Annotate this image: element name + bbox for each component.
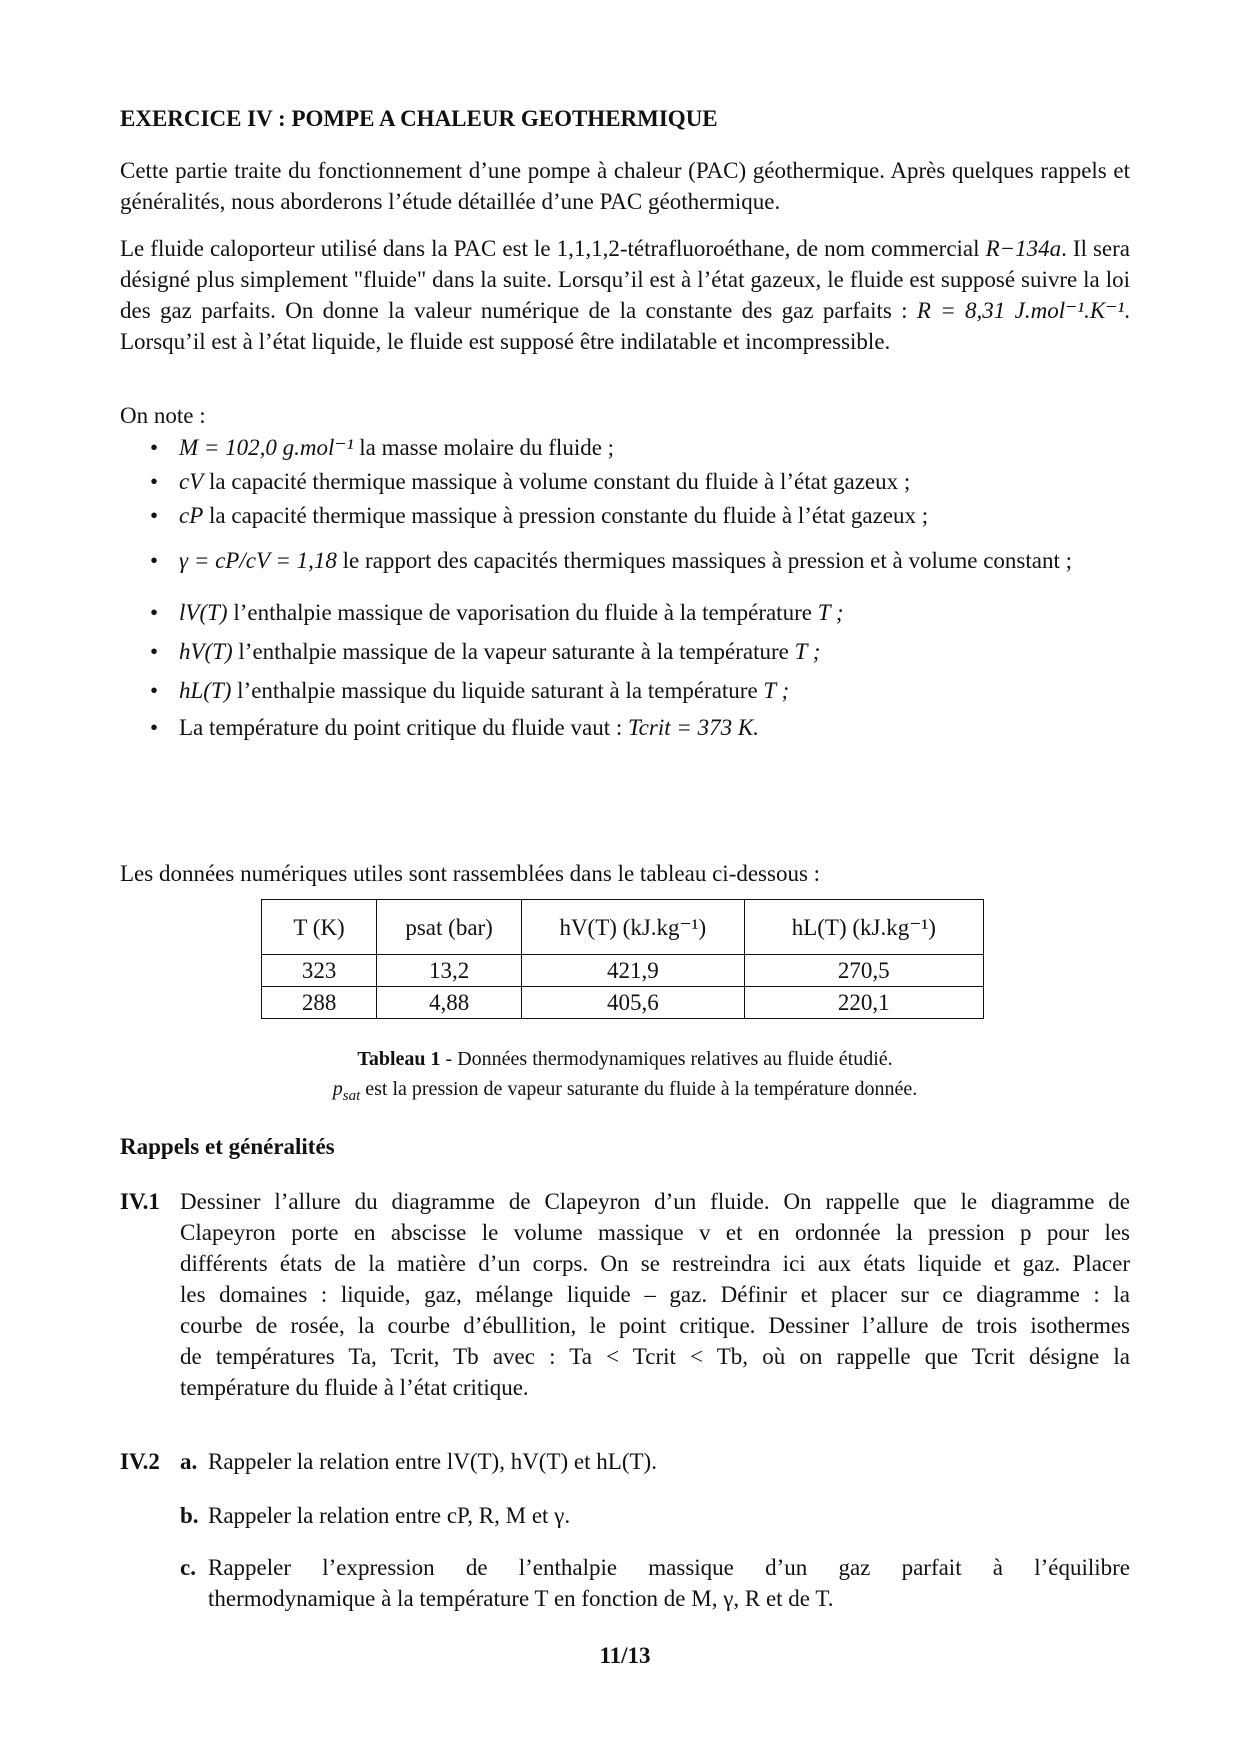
bullet-icon: • [150,600,159,625]
table-intro: Les données numériques utiles sont rassemblées dans le tableau ci-dessous : [120,861,821,886]
notation-intro: On note : [120,403,206,428]
table-cell: 288 [262,987,377,1019]
gamma-formula: γ = cP/cV = 1,18 [179,548,337,573]
table-cell: 13,2 [377,955,522,987]
table-row [262,955,984,987]
bullet-icon: • [150,678,159,703]
gas-constant: R = 8,31 J.mol⁻¹.K⁻¹ [916,298,1125,323]
subquestion-label: c. [180,1555,196,1580]
table-caption-line2: $p_{sat}$ est la pression de vapeur saturante du fluide à la température donnée. [332,1078,918,1104]
bullet-icon: • [150,503,159,528]
header-cell: psat (bar) [377,900,522,955]
header-cell: T (K) [262,900,377,955]
bullet-icon: • [150,548,159,573]
document-page: EXERCICE IV : POMPE A CHALEUR GEOTHERMIQUE Cette partie traite du fonctionnement d’une pompe à chaleur (PAC) géothermique. Après quelques rappels et généralités, nous aborderons l’étude détaillée d’une PAC géothermique. Le fluide caloporteur utilisé dans la PAC est le 1,1,1,2-tétrafluoroéthane, de nom commercial R−134a. Il sera désigné plus simplement "fluide" dans la suite. Lorsqu’il est à l’état gazeux, le fluide est supposé suivre la loi des gaz parfaits. On donne la valeur numérique de la constante des gaz parfaits : R = 8,31 J.mol⁻¹.K⁻¹. Lorsqu’il est à l’état liquide, le fluide est supposé être indilatable et incompressible. On note : • M = 102,0 g.mol⁻¹ la masse molaire du fluide ; • cV la capacité thermique massique à volume constant du fluide à l’état gazeux ; • cP la capacité thermique massique à pression constante du fluide à l’état gazeux ; • γ = cP/cV = 1,18 le rapport des capacités thermiques massiques à pression et à volume constant ; • lV(T) l’enthalpie massique de vaporisation du fluide à la température T ; • hV(T) l’enthalpie massique de la vapeur saturante à la température T ; • hL(T) l’enthalpie massique du liquide saturant à la température T ; • La température du point critique du fluide vaut : Tcrit = 373 K. Les données numériques utiles sont rassemblées dans le tableau ci-dessous : T (K) psat (bar) hV(T) (kJ.kg⁻¹) hL(T) (kJ.kg⁻¹) 323 13,2 421,9 270,5 288 4,88 405,6 220,1 Tableau 1 - Données thermodynamiques relatives au fluide étudié. $p_{sat}$ est la pression de vapeur saturante du fluide à la température donnée. Rappels et généralités IV.1 Dessiner l’allure du diagramme de Clapeyron d’un fluide. On rappelle que le diagramme de Clapeyron porte en abscisse le volume massique v et en ordonnée la pression p pour les différents états de la matière d’un corps. On se restreindra ici aux états liquide et gaz. Placer les domaines : liquide, gaz, mélange liquide – gaz. Définir et placer sur ce diagramme : la courbe de rosée, la courbe d’ébullition, le point critique. Dessiner l’allure de trois isothermes de températures Ta, Tcrit, Tb avec : Ta < Tcrit < Tb, où on rappelle que Tcrit désigne la température du fluide à l’état critique. IV.2 a. Rappeler la relation entre lV(T), hV(T) et hL(T). b. Rappeler la relation entre cP, R, M et γ. c. Rappeler l’expression de l’enthalpie massique d’un gaz parfait à l’équilibre thermodynamique à la température T en fonction de M, γ, R et de T. 11/13 [120,0,1130,1754]
page-number: 11/13 [599,1643,651,1668]
question-iv2a: Rappeler la relation entre lV(T), hV(T) et hL(T). [208,1449,657,1474]
table-cell: 220,1 [744,987,983,1019]
question-label: IV.2 [120,1449,160,1474]
question-iv2b: Rappeler la relation entre cP, R, M et γ. [208,1503,571,1528]
bullet-icon: • [150,715,159,740]
subquestion-label: b. [180,1503,199,1528]
table-row [262,987,984,1019]
fluid-paragraph: Le fluide caloporteur utilisé dans la PAC est le 1,1,1,2-tétrafluoroéthane, de nom commercial R−134a. Il sera désigné plus simplement "fluide" dans la suite. Lorsqu’il est à l’état gazeux, le fluide est supposé suivre la loi des gaz parfaits. On donne la valeur numérique de la constante des gaz parfaits : R = 8,31 J.mol⁻¹.K⁻¹. Lorsqu’il est à l’état liquide, le fluide est supposé être indilatable et incompressible. [120,236,1131,354]
table-cell: 421,9 [522,955,745,987]
table-caption: Tableau 1 - Données thermodynamiques relatives au fluide étudié. [357,1048,893,1070]
bullet-icon: • [150,435,159,460]
intro-paragraph: Cette partie traite du fonctionnement d’une pompe à chaleur (PAC) géothermique. Après quelques rappels et généralités, nous aborderons l’étude détaillée d’une PAC géothermique. [120,158,1130,214]
table-cell: 323 [262,955,377,987]
section-heading: Rappels et généralités [120,1134,335,1159]
fluid-name: R−134a [985,236,1062,261]
question-label: IV.1 [120,1189,160,1214]
table-header-row [262,900,984,955]
subquestion-label: a. [180,1449,198,1474]
bullet-icon: • [150,639,159,664]
question-iv1: Dessiner l’allure du diagramme de Clapeyron d’un fluide. On rappelle que le diagramme de Clapeyron porte en abscisse le volume massique v et en ordonnée la pression p pour les différents états de la matière d’un corps. On se restreindra ici aux états liquide et gaz. Placer les domaines : liquide, gaz, mélange liquide – gaz. Définir et placer sur ce diagramme : la courbe de rosée, la courbe d’ébullition, le point critique. Dessiner l’allure de trois isothermes de températures Ta, Tcrit, Tb avec : Ta < Tcrit < Tb, où on rappelle que Tcrit désigne la température du fluide à l’état critique. [180,1189,1130,1400]
header-cell: hV(T) (kJ.kg⁻¹) [522,900,745,955]
question-iv2c: Rappeler l’expression de l’enthalpie massique d’un gaz parfait à l’équilibre thermodynamique à la température T en fonction de M, γ, R et de T. [208,1555,1130,1611]
header-cell: hL(T) (kJ.kg⁻¹) [744,900,983,955]
table-cell: 270,5 [744,955,983,987]
data-table [261,899,984,1019]
table-cell: 4,88 [377,987,522,1019]
bullet-icon: • [150,469,159,494]
exercise-title: EXERCICE IV : POMPE A CHALEUR GEOTHERMIQUE [120,106,718,131]
table-cell: 405,6 [522,987,745,1019]
